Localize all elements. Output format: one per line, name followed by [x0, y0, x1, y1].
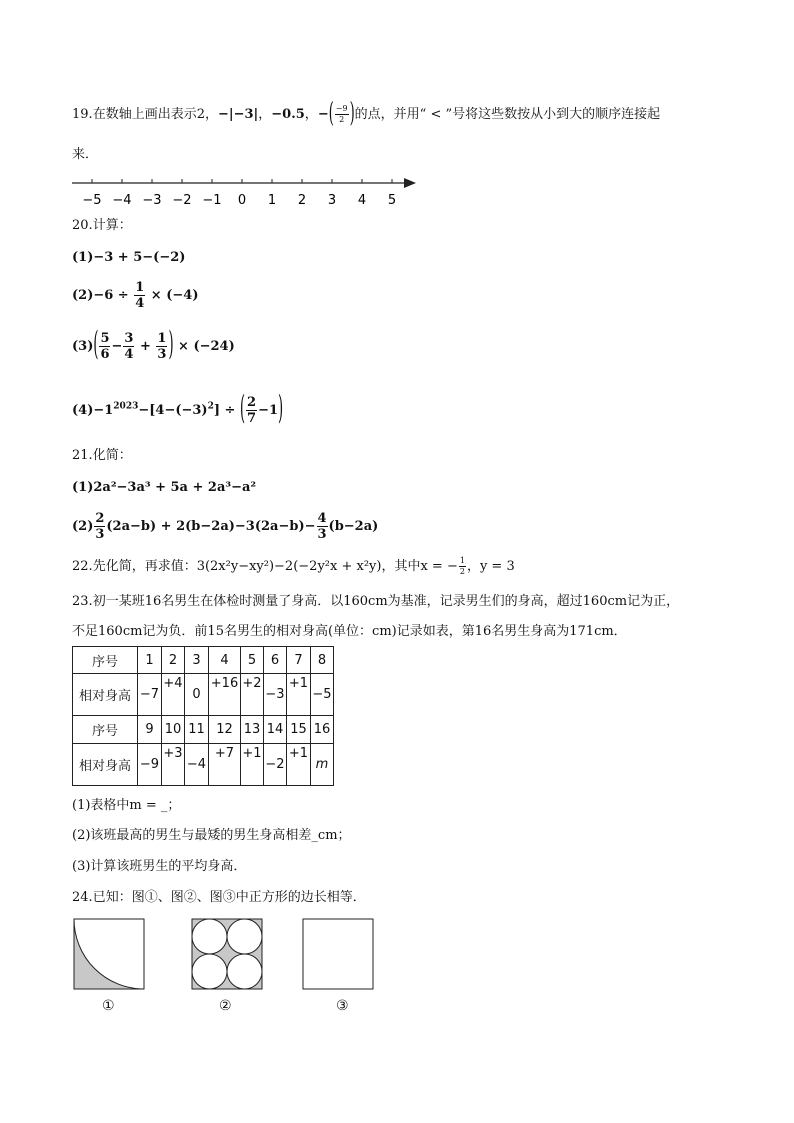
- axis-tick-label: −1: [202, 193, 222, 208]
- figure-1-quarter-circle: [73, 918, 145, 990]
- q19-line1: 19.在数轴上画出表示2，−|−3|，−0.5，−( $\frac{-9}{2}$ )的点，并用“ < ”号将这些数按从小到大的顺序连接起: [72, 97, 661, 130]
- table-cell-height: +4: [162, 674, 185, 716]
- table-cell-number: 4: [209, 647, 241, 674]
- table-cell-number: 12: [209, 716, 241, 744]
- q19-number: 19.: [72, 107, 93, 122]
- table-cell-number: 6: [264, 647, 287, 674]
- axis-tick-label: 1: [267, 193, 277, 208]
- table-cell-number: 14: [264, 716, 287, 744]
- axis-tick-label: 3: [327, 193, 337, 208]
- table-cell-height: +1: [287, 674, 311, 716]
- q20-part3: (3)( $\frac{5}{6}$ − $\frac{3}{4}$ + $\frac{1}{3}$ ) × (−24): [72, 326, 235, 364]
- table-cell-height: +16: [209, 674, 241, 716]
- table-cell-height: 0: [185, 674, 209, 716]
- q20-part1: (1)−3 + 5−(−2): [72, 250, 186, 265]
- axis-tick-label: 2: [297, 193, 307, 208]
- table-cell-height: +1: [241, 744, 264, 786]
- figure-3-square: [302, 918, 374, 990]
- number-line: [70, 172, 430, 210]
- table-cell-height: −4: [185, 744, 209, 786]
- axis-arrow-icon: [404, 178, 416, 188]
- q23-sub1: (1)表格中m = _；: [72, 798, 181, 813]
- figure-2-label: ②: [219, 998, 232, 1014]
- q19-line2: 来．: [72, 147, 99, 162]
- table-cell-height: +3: [162, 744, 185, 786]
- table-header-height: 相对身高: [73, 744, 138, 786]
- q20-part4: $(4)-1^{2023}-[4-(-3)^2]$ ÷ ( $\frac{2}{7}$ −1): [72, 390, 284, 428]
- table-cell-number: 1: [138, 647, 162, 674]
- q22-line: 22.先化简，再求值：3(2x²y−xy²)−2(−2y²x + x²y)，其中x = − $\frac{1}{2}$ ，y = 3: [72, 556, 515, 576]
- axis-tick-label: 0: [237, 193, 247, 208]
- axis-tick-label: −2: [172, 193, 192, 208]
- q21-part2: (2) $\frac{2}{3}$ (2a−b) + 2(b−2a)−3(2a−b)− $\frac{4}{3}$ (b−2a): [72, 511, 379, 542]
- axis-tick-label: −4: [112, 193, 132, 208]
- table-cell-number: 7: [287, 647, 311, 674]
- q24-line: 24.已知：图①、图②、图③中正方形的边长相等．: [72, 890, 366, 905]
- q23-line2: 不足160cm记为负．前15名男生的相对身高(单位：cm)记录如表，第16名男生身高为171cm．: [72, 624, 627, 639]
- table-cell-height: +1: [287, 744, 311, 786]
- table-cell-height: −7: [138, 674, 162, 716]
- figure-2-four-circles: [191, 918, 263, 990]
- q19-fraction: $\frac{-9}{2}$: [335, 104, 348, 124]
- table-cell-number: 8: [311, 647, 334, 674]
- table-header-no: 序号: [73, 647, 138, 674]
- table-cell-height: m: [311, 744, 334, 786]
- axis-tick-label: −3: [142, 193, 162, 208]
- q20-title: 20.计算：: [72, 218, 132, 233]
- table-cell-number: 3: [185, 647, 209, 674]
- table-cell-height: −5: [311, 674, 334, 716]
- table-cell-number: 2: [162, 647, 185, 674]
- table-cell-number: 15: [287, 716, 311, 744]
- q21-title: 21.化简：: [72, 448, 132, 463]
- height-table: [72, 646, 334, 786]
- q20-part2: (2)−6 ÷ $\frac{1}{4}$ × (−4): [72, 280, 199, 311]
- figure-1-label: ①: [102, 998, 115, 1014]
- axis-tick-label: 4: [357, 193, 367, 208]
- table-cell-number: 10: [162, 716, 185, 744]
- q23-sub3: (3)计算该班男生的平均身高．: [72, 859, 247, 874]
- table-cell-number: 13: [241, 716, 264, 744]
- table-cell-height: −2: [264, 744, 287, 786]
- q23-line1: 23.初一某班16名男生在体检时测量了身高．以160cm为基准，记录男生们的身高，超过160cm记为正，: [72, 594, 680, 609]
- table-cell-number: 9: [138, 716, 162, 744]
- table-header-height: 相对身高: [73, 674, 138, 716]
- figure-3-label: ③: [336, 998, 349, 1014]
- table-cell-height: −3: [264, 674, 287, 716]
- axis-tick-label: 5: [387, 193, 397, 208]
- table-cell-number: 5: [241, 647, 264, 674]
- q21-part1: (1)2a²−3a³ + 5a + 2a³−a²: [72, 480, 257, 495]
- table-header-no: 序号: [73, 716, 138, 744]
- q23-sub2: (2)该班最高的男生与最矮的男生身高相差_cm；: [72, 828, 351, 843]
- table-cell-number: 11: [185, 716, 209, 744]
- table-cell-height: +2: [241, 674, 264, 716]
- axis-tick-label: −5: [82, 193, 102, 208]
- table-cell-number: 16: [311, 716, 334, 744]
- table-cell-height: +7: [209, 744, 241, 786]
- table-cell-height: −9: [138, 744, 162, 786]
